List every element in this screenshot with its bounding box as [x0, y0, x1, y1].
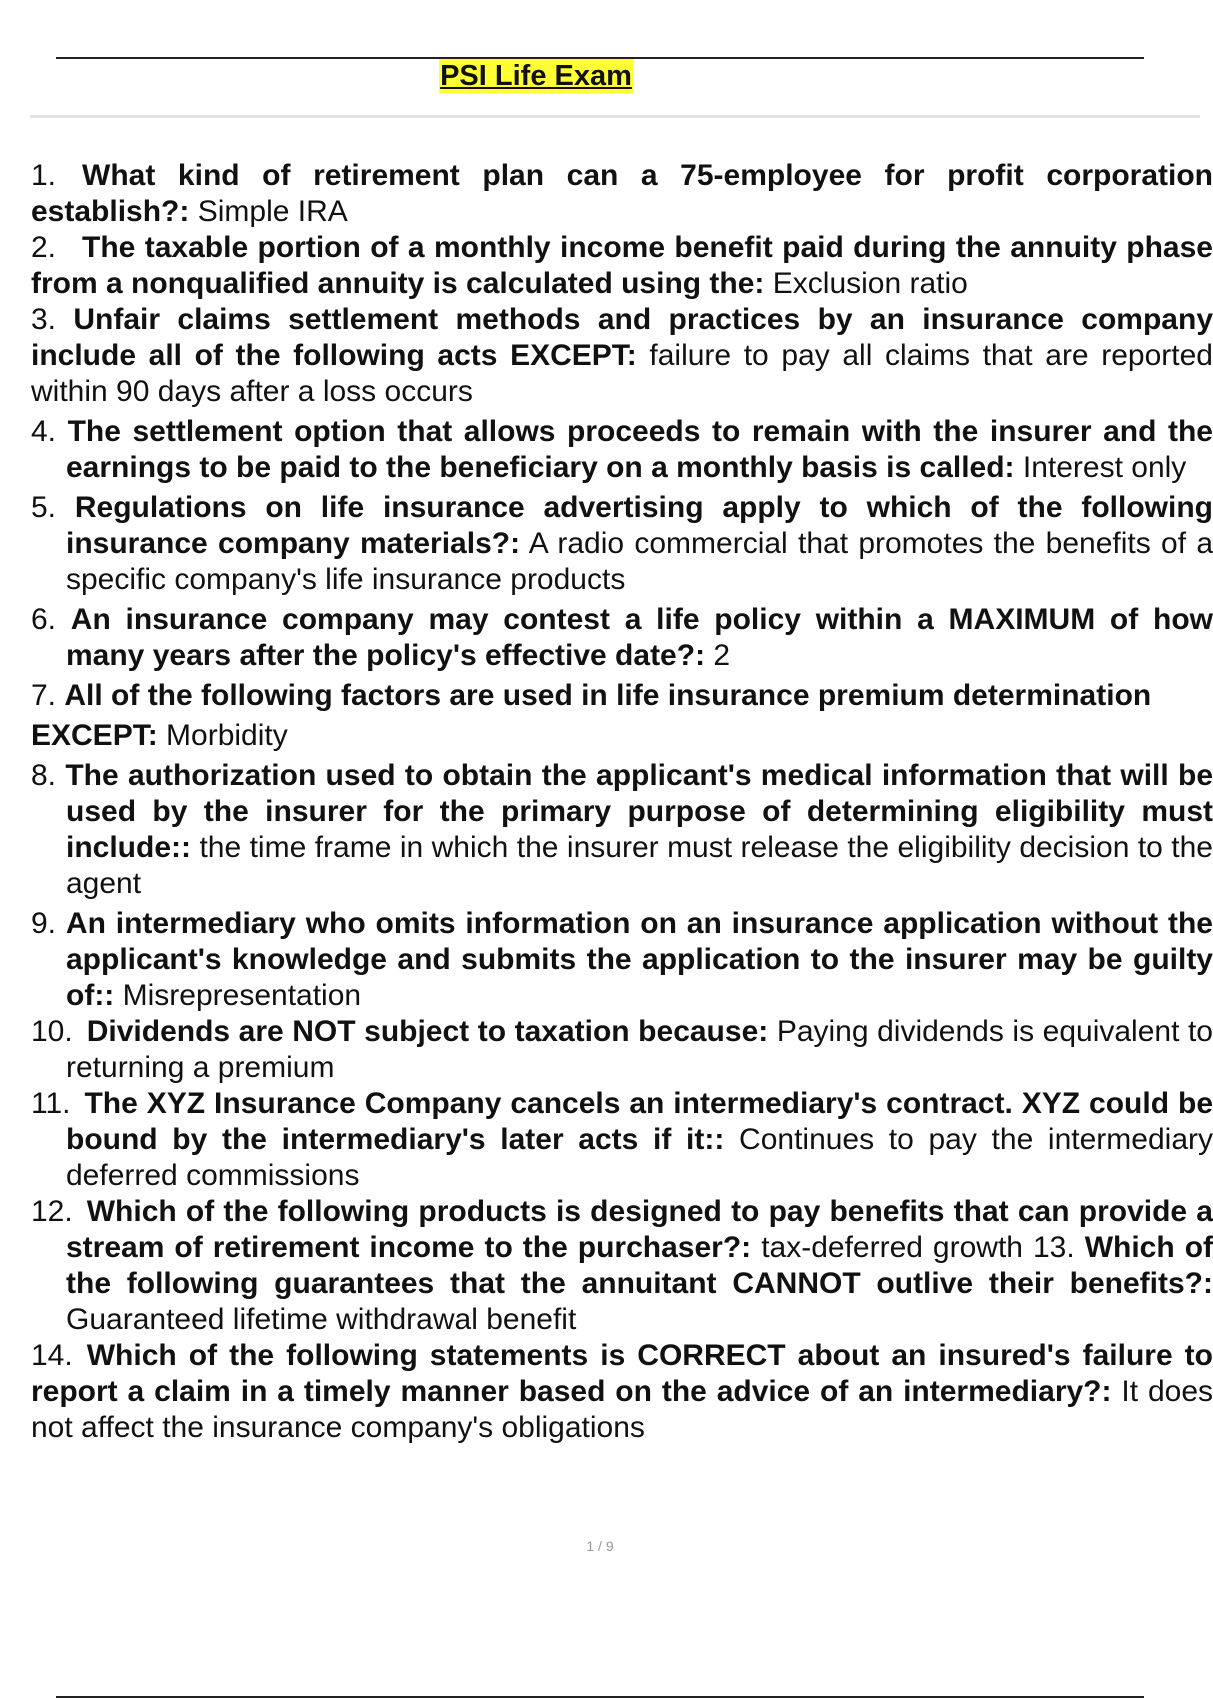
answer-text: tax-deferred growth 13. [761, 1231, 1075, 1264]
question-text: Which of the following products is designed to pay benefits that can provide a stream of retirement income to the purchaser?: [66, 1195, 1213, 1264]
item-number: 10. [31, 1015, 73, 1048]
list-item-7-continued [31, 718, 1213, 754]
answer-text: failure to pay all claims that are reported within 90 days after a loss occurs [31, 339, 1213, 408]
answer-text: Morbidity [166, 719, 288, 752]
bottom-rule [56, 1696, 1144, 1698]
answer-text: A radio commercial that promotes the benefits of a specific company's life insurance products [66, 527, 1213, 596]
question-text: Dividends are NOT subject to taxation because: [86, 1015, 769, 1048]
list-item-5 [31, 490, 1213, 598]
item-number: 9. [31, 907, 57, 940]
list-item-9 [31, 906, 1213, 1014]
page-number: 1 / 9 [586, 1538, 614, 1554]
list-item-10 [31, 1014, 1213, 1086]
answer-text: the time frame in which the insurer must release the eligibility decision to the agent [66, 831, 1213, 900]
question-text: Regulations on life insurance advertising apply to which of the following insurance company materials?: [66, 491, 1213, 560]
answer-text: 2 [713, 639, 731, 672]
list-item-6 [31, 602, 1213, 674]
question-text: Unfair claims settlement methods and practices by an insurance company include all of the following acts EXCEPT: [31, 303, 1213, 372]
list-item-4 [31, 414, 1213, 486]
question-text-continued: EXCEPT: [31, 719, 158, 752]
item-number: 12. [31, 1195, 73, 1228]
item-number: 14. [31, 1339, 73, 1372]
list-item-7 [31, 678, 1213, 714]
list-item-12 [31, 1194, 1213, 1338]
page-title: PSI Life Exam [440, 60, 632, 92]
answer-text: Paying dividends is equivalent to returning a premium [66, 1015, 1213, 1084]
question-text: All of the following factors are used in life insurance premium determination [64, 679, 1152, 712]
answer-text: Exclusion ratio [772, 267, 968, 300]
list-item-11 [31, 1086, 1213, 1194]
list-item-2 [31, 230, 1213, 302]
list-item-14 [31, 1338, 1213, 1446]
title-wrap [0, 59, 1072, 93]
list-item-8 [31, 758, 1213, 902]
item-number: 3. [31, 303, 57, 336]
answer-text: Simple IRA [197, 195, 348, 228]
list-item-1 [31, 158, 1213, 230]
item-number: 6. [31, 603, 57, 636]
item-number: 1. [31, 159, 57, 192]
answer-text: Misrepresentation [122, 979, 362, 1012]
item-number: 2. [31, 231, 57, 264]
question-text: The settlement option that allows proceeds to remain with the insurer and the earnings to be paid to the beneficiary on a monthly basis is called: [66, 415, 1213, 484]
question-text: Which of the following statements is CORRECT about an insured's failure to report a claim in a timely manner based on the advice of an intermediary?: [31, 1339, 1213, 1408]
item-number: 7. [31, 679, 57, 712]
answer-text-13: Guaranteed lifetime withdrawal benefit [66, 1303, 577, 1336]
question-text: The taxable portion of a monthly income benefit paid during the annuity phase from a nonqualified annuity is calculated using the: [31, 231, 1213, 300]
question-text: An insurance company may contest a life policy within a MAXIMUM of how many years after the policy's effective date?: [66, 603, 1213, 672]
question-text: The authorization used to obtain the applicant's medical information that will be used by the insurer for the primary purpose of determining eligibility must include:: [65, 759, 1213, 864]
question-text: What kind of retirement plan can a 75-employee for profit corporation establish?: [31, 159, 1213, 228]
answer-text: Continues to pay the intermediary deferred commissions [66, 1123, 1213, 1192]
item-number: 11. [31, 1087, 71, 1120]
item-number: 8. [31, 759, 57, 792]
title-divider [30, 115, 1200, 118]
list-item-3 [31, 302, 1213, 410]
question-text: An intermediary who omits information on an insurance application without the applicant's knowledge and submits the application to the insurer may be guilty of:: [65, 907, 1213, 1012]
item-number: 5. [31, 491, 57, 524]
question-text-13: Which of the following guarantees that the annuitant CANNOT outlive their benefits?: [66, 1231, 1213, 1300]
question-text: The XYZ Insurance Company cancels an intermediary's contract. XYZ could be bound by the intermediary's later acts if it:: [66, 1087, 1213, 1156]
item-number: 4. [31, 415, 57, 448]
answer-text: Interest only [1022, 451, 1187, 484]
question-list [31, 158, 1213, 1446]
answer-text: It does not affect the insurance company's obligations [31, 1375, 1213, 1444]
